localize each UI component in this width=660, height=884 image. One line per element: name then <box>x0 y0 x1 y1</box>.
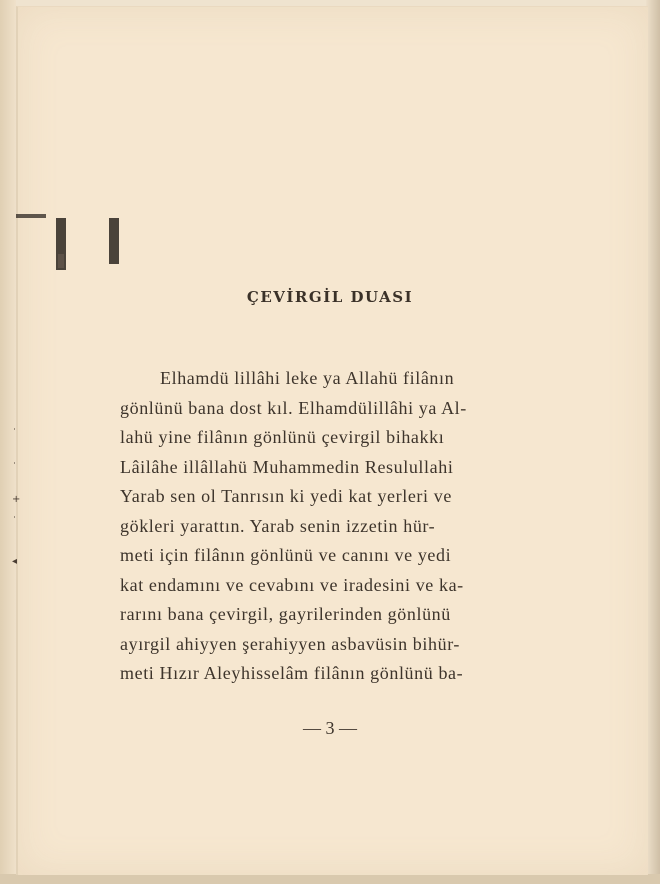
text-line: gönlünü bana dost kıl. Elhamdülillâhi ya Al- <box>120 397 467 418</box>
text-line: meti Hızır Aleyhisselâm filânın gönlünü ba- <box>120 663 464 683</box>
text-line: Lâilâhe illâllahü Muhammedin Resulullahi <box>120 456 454 477</box>
page-number: — 3 — <box>303 718 357 738</box>
text-line: Yarab sen ol Tanrısın ki yedi kat yerleri ve <box>120 486 452 506</box>
page-bottom-edge <box>0 874 660 884</box>
prayer-text <box>120 364 540 689</box>
margin-tick: ◂ <box>12 556 18 567</box>
text-line: meti için filânın gönlünü ve canını ve yedi <box>120 545 452 565</box>
page-title: ÇEVİRGİL DUASI <box>246 288 414 306</box>
text-line: gökleri yarattın. Yarab senin izzetin hür- <box>120 515 436 536</box>
text-line: ayırgil ahiyyen şerahiyyen asbavüsin bihür- <box>120 633 461 654</box>
page-right-edge <box>646 0 660 884</box>
text-line: Elhamdü lillâhi leke ya Allahü filânın <box>160 368 455 388</box>
margin-tick: ˙ <box>12 516 17 527</box>
text-line: lahü yine filânın gönlünü çevirgil bihakkı <box>120 427 445 447</box>
text-line: kat endamını ve cevabını ve iradesini ve ka- <box>120 574 464 595</box>
text-line: rarını bana çevirgil, gayrilerinden gönlünü <box>120 604 451 624</box>
margin-tick: ˙ <box>12 428 17 439</box>
margin-tick: ˙ <box>12 462 17 473</box>
page-left-edge <box>0 0 16 884</box>
ink-bleed-marks <box>16 214 126 274</box>
margin-tick: + <box>12 494 21 505</box>
